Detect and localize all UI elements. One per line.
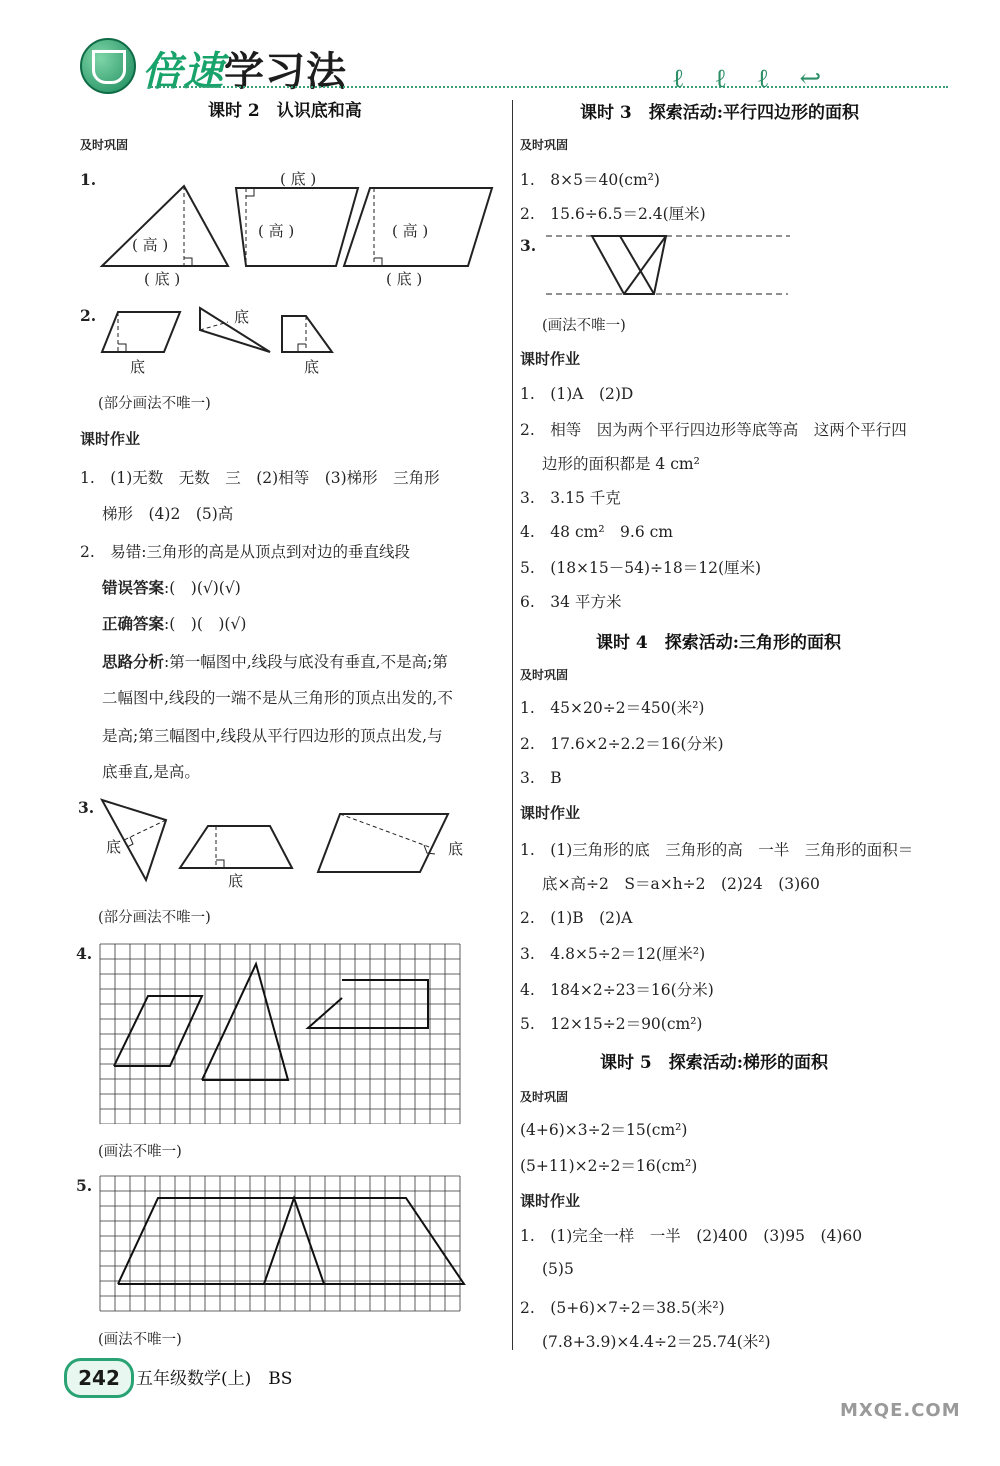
brand-title-part1: 倍速: [142, 49, 224, 95]
note-draw: (画法不唯一): [98, 1144, 182, 1160]
q2-label-di3: 底: [304, 358, 320, 376]
note-partial: (部分画法不唯一): [98, 396, 211, 412]
consolidate-label: 及时巩固: [520, 138, 569, 152]
q4-triangle: [202, 964, 288, 1080]
note-draw: (画法不唯一): [542, 318, 626, 334]
q2-label-di1: 底: [130, 358, 146, 376]
lesson3-title: 课时 3 探索活动:平行四边形的面积: [580, 103, 860, 123]
question-number: 5.: [76, 1176, 93, 1195]
homework-label: 课时作业: [520, 804, 581, 822]
right-angle-mark: [184, 258, 192, 266]
question-number: 2.: [80, 306, 97, 325]
brand-title: [142, 40, 347, 97]
q1-label-gao3: ( 高 ): [392, 222, 429, 240]
lesson5-title: 课时 5 探索活动:梯形的面积: [600, 1053, 829, 1073]
q4-grid-figure: [98, 942, 468, 1124]
q3-label-di3: 底: [448, 840, 464, 858]
l3-c3-figure: [540, 228, 800, 302]
hw2-right-answer: [102, 612, 246, 634]
q1-label-gao2: ( 高 ): [258, 222, 295, 240]
hw2-analysis-text1: :第一幅图中,线段与底没有垂直,不是高;第: [164, 653, 448, 671]
hw2-analysis-label: 思路分析: [102, 652, 165, 671]
right-angle-mark: [246, 188, 254, 196]
brand-title-part2: 学习法: [224, 49, 347, 95]
l3-h1: 1. (1)A (2)D: [520, 385, 634, 403]
column-divider: [512, 100, 513, 1350]
l3-h2-line1: 2. 相等 因为两个平行四边形等底等高 这两个平行四: [520, 421, 907, 439]
q3-figures: [96, 796, 476, 896]
q1-figures: [96, 160, 506, 295]
l4-h2: 2. (1)B (2)A: [520, 909, 633, 927]
page-number: 242: [64, 1358, 134, 1398]
lesson4-title: 课时 4 探索活动:三角形的面积: [596, 633, 842, 653]
grid-lines: [100, 1176, 460, 1311]
q1-triangle: [102, 186, 228, 266]
q1-label-di3: ( 底 ): [386, 270, 423, 288]
question-number: 1.: [80, 170, 97, 189]
l4-c1: 1. 45×20÷2＝450(米²): [520, 699, 705, 717]
q3-trapezoid: [180, 826, 292, 868]
q4-parallelogram: [114, 996, 202, 1066]
hw2-right-label: 正确答案: [102, 614, 165, 633]
page-header: [0, 0, 1000, 100]
book-title: 五年级数学(上) BS: [136, 1369, 293, 1389]
decorative-curl-icon: ℓℓℓ↩: [672, 64, 852, 94]
hw2-analysis-line3: 是高;第三幅图中,线段从平行四边形的顶点出发,与: [102, 727, 443, 745]
l4-h4: 4. 184×2÷23＝16(分米): [520, 981, 714, 999]
homework-label: 课时作业: [520, 1192, 581, 1210]
homework-label: 课时作业: [80, 430, 141, 448]
consolidate-label: 及时巩固: [520, 668, 569, 682]
q1-label-di-top: ( 底 ): [280, 170, 317, 188]
q3-parallelogram: [318, 814, 448, 872]
hw2-wrong-label: 错误答案: [102, 578, 165, 597]
note-draw: (画法不唯一): [98, 1332, 182, 1348]
note-partial: (部分画法不唯一): [98, 910, 211, 926]
consolidate-label: 及时巩固: [520, 1090, 569, 1104]
q2-figures: [96, 300, 356, 380]
q3-label-di2: 底: [228, 872, 244, 890]
hw2-right-value: :( )( )(√): [164, 615, 247, 633]
l4-h3: 3. 4.8×5÷2＝12(厘米²): [520, 945, 706, 963]
right-angle-mark: [118, 344, 126, 352]
l5-h2-line2: (7.8+3.9)×4.4÷2＝25.74(米²): [542, 1333, 771, 1351]
l3-trapezoid-shape: [592, 236, 666, 294]
hw2-line1: 2. 易错:三角形的高是从顶点到对边的垂直线段: [80, 543, 411, 561]
l4-h5: 5. 12×15÷2＝90(cm²): [520, 1015, 703, 1033]
l3-c3: 3.: [520, 236, 537, 255]
l3-h4: 4. 48 cm² 9.6 cm: [520, 523, 673, 541]
l5-h2-line1: 2. (5+6)×7÷2＝38.5(米²): [520, 1299, 725, 1317]
l3-h6: 6. 34 平方米: [520, 593, 622, 611]
homework-label: 课时作业: [520, 350, 581, 368]
right-angle-mark: [374, 258, 382, 266]
q1-trapezoid: [236, 188, 358, 266]
brand-logo-icon: [80, 38, 136, 94]
question-number: 3.: [78, 798, 95, 817]
l5-h1-line2: (5)5: [542, 1260, 574, 1278]
l3-h3: 3. 3.15 千克: [520, 489, 621, 507]
q3-label-di1: 底: [106, 838, 122, 856]
hw1-line2: 梯形 (4)2 (5)高: [102, 505, 234, 523]
question-number: 4.: [76, 944, 93, 963]
hw2-wrong-value: :( )(√)(√): [164, 579, 241, 597]
l5-h1-line1: 1. (1)完全一样 一半 (2)400 (3)95 (4)60: [520, 1227, 863, 1245]
l4-h1-line1: 1. (1)三角形的底 三角形的高 一半 三角形的面积＝: [520, 841, 914, 859]
right-angle-mark: [216, 860, 224, 868]
grid-lines: [100, 944, 460, 1124]
consolidate-label: 及时巩固: [80, 138, 129, 152]
hw2-analysis-line4: 底垂直,是高。: [102, 763, 200, 781]
q1-label-gao1: ( 高 ): [132, 236, 169, 254]
l5-c1: (4+6)×3÷2＝15(cm²): [520, 1121, 688, 1139]
right-angle-mark: [298, 344, 306, 352]
lesson2-title: 课时 2 认识底和高: [208, 101, 362, 121]
hw2-analysis-line1: [102, 650, 448, 672]
q5-triangle: [264, 1198, 324, 1284]
hw2-wrong-answer: [102, 576, 241, 598]
l4-h1-line2: 底×高÷2 S＝a×h÷2 (2)24 (3)60: [542, 875, 820, 893]
hw2-analysis-line2: 二幅图中,线段的一端不是从三角形的顶点出发的,不: [102, 689, 453, 707]
l3-h2-line2: 边形的面积都是 4 cm²: [542, 455, 700, 473]
q5-grid-figure: [98, 1174, 468, 1316]
q2-parallelogram: [102, 312, 180, 352]
l3-c2: 2. 15.6÷6.5＝2.4(厘米): [520, 205, 706, 223]
l5-c2: (5+11)×2÷2＝16(cm²): [520, 1157, 698, 1175]
l3-c1: 1. 8×5＝40(cm²): [520, 171, 660, 189]
l3-h5: 5. (18×15－54)÷18＝12(厘米): [520, 559, 762, 577]
q2-trapezoid: [282, 316, 332, 352]
l4-c3: 3. B: [520, 769, 562, 787]
watermark: MXQE.COM: [840, 1400, 961, 1421]
l4-c2: 2. 17.6×2÷2.2＝16(分米): [520, 735, 724, 753]
q2-label-di2: 底: [234, 308, 250, 326]
q1-label-di1: ( 底 ): [144, 270, 181, 288]
hw1-line1: 1. (1)无数 无数 三 (2)相等 (3)梯形 三角形: [80, 469, 440, 487]
q5-trapezoid: [118, 1198, 464, 1284]
